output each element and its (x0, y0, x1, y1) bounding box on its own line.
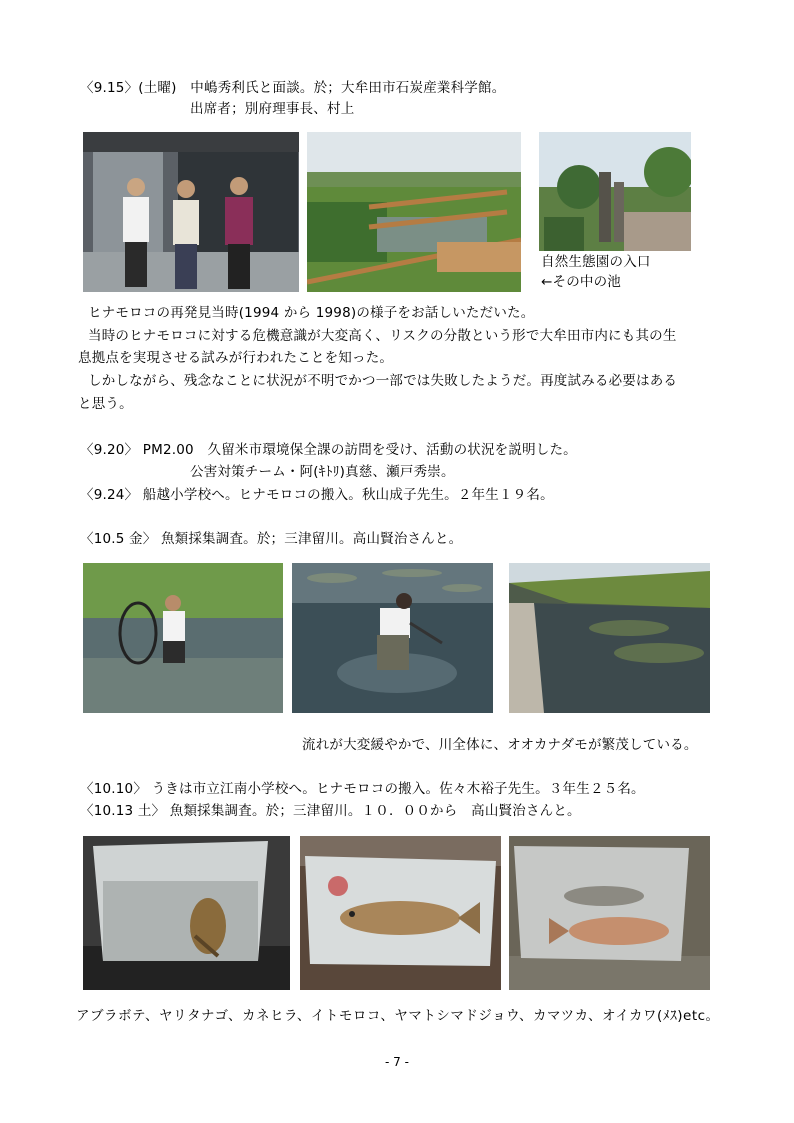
para-line-4: しかしながら、残念なことに状況が不明でかつ一部では失敗したようだ。再度試みる必要はある (88, 373, 678, 389)
entry-924-text: 船越小学校へ。ヒナモロコの搬入。秋山成子先生。２年生１９名。 (142, 487, 554, 503)
entry-1010-text: うきは市立江南小学校へ。ヒナモロコの搬入。佐々木裕子先生。３年生２５名。 (151, 781, 645, 797)
entry-105-date: 〈10.5 金〉 (80, 531, 157, 547)
para-line-2: 当時のヒナモロコに対する危機意識が大変高く、リスクの分散という形で大牟田市内にも其の生 (88, 328, 677, 344)
photo-fish-container-3 (509, 836, 710, 990)
entry-920-date: 〈9.20〉 PM2.00 (80, 442, 194, 458)
entry-920-text: 久留米市環境保全課の訪問を受け、活動の状況を説明した。 (207, 442, 577, 458)
photo-fish-container-1 (83, 836, 290, 990)
para-line-5: と思う。 (78, 396, 133, 412)
entry-1013-line (80, 802, 581, 820)
entry-915-attendees: 出席者；別府理事長、村上 (190, 101, 355, 117)
caption-ecopark-line2: ←その中の池 (541, 274, 622, 290)
caption-river: 流れが大変緩やかで、川全体に、オオカナダモが繁茂している。 (302, 737, 698, 753)
para-line-3: 息拠点を実現させる試みが行われたことを知った。 (78, 350, 394, 366)
photo-net-fishing-bank (83, 563, 283, 713)
entry-924-date: 〈9.24〉 (80, 487, 139, 503)
entry-915-line (80, 79, 505, 97)
entry-915-date: 〈9.15〉(土曜) (80, 80, 177, 96)
photo-fish-container-2 (300, 836, 501, 990)
entry-920-members: 公害対策チーム・阿(ｷﾄﾘ)真慈、瀬戸秀崇。 (190, 464, 455, 480)
para-line-1: ヒナモロコの再発見当時(1994 から 1998)の様子をお話しいただいた。 (88, 305, 535, 321)
entry-924-line (80, 486, 554, 504)
entry-1010-line (80, 780, 645, 798)
photo-river-canal (509, 563, 710, 713)
entry-1013-text: 魚類採集調査。於；三津留川。１０．００から 高山賢治さんと。 (169, 803, 581, 819)
page-number: - 7 - (385, 1055, 409, 1069)
photo-pond-boardwalk (307, 132, 521, 292)
photo-wading-river (292, 563, 493, 713)
photo-museum-meeting (83, 132, 299, 292)
entry-1013-date: 〈10.13 土〉 (80, 803, 166, 819)
photo-ecopark-entrance (539, 132, 691, 251)
entry-105-text: 魚類採集調査。於；三津留川。高山賢治さんと。 (160, 531, 463, 547)
entry-105-line (80, 530, 462, 548)
species-list: アブラボテ、ヤリタナゴ、カネヒラ、イトモロコ、ヤマトシマドジョウ、カマツカ、オイカワ(ﾒｽ)etc。 (76, 1008, 720, 1024)
entry-1010-date: 〈10.10〉 (80, 781, 148, 797)
caption-ecopark-line1: 自然生態園の入口 (541, 254, 651, 270)
entry-920-line (80, 441, 577, 459)
entry-915-text: 中嶋秀利氏と面談。於；大牟田市石炭産業科学館。 (190, 80, 506, 96)
